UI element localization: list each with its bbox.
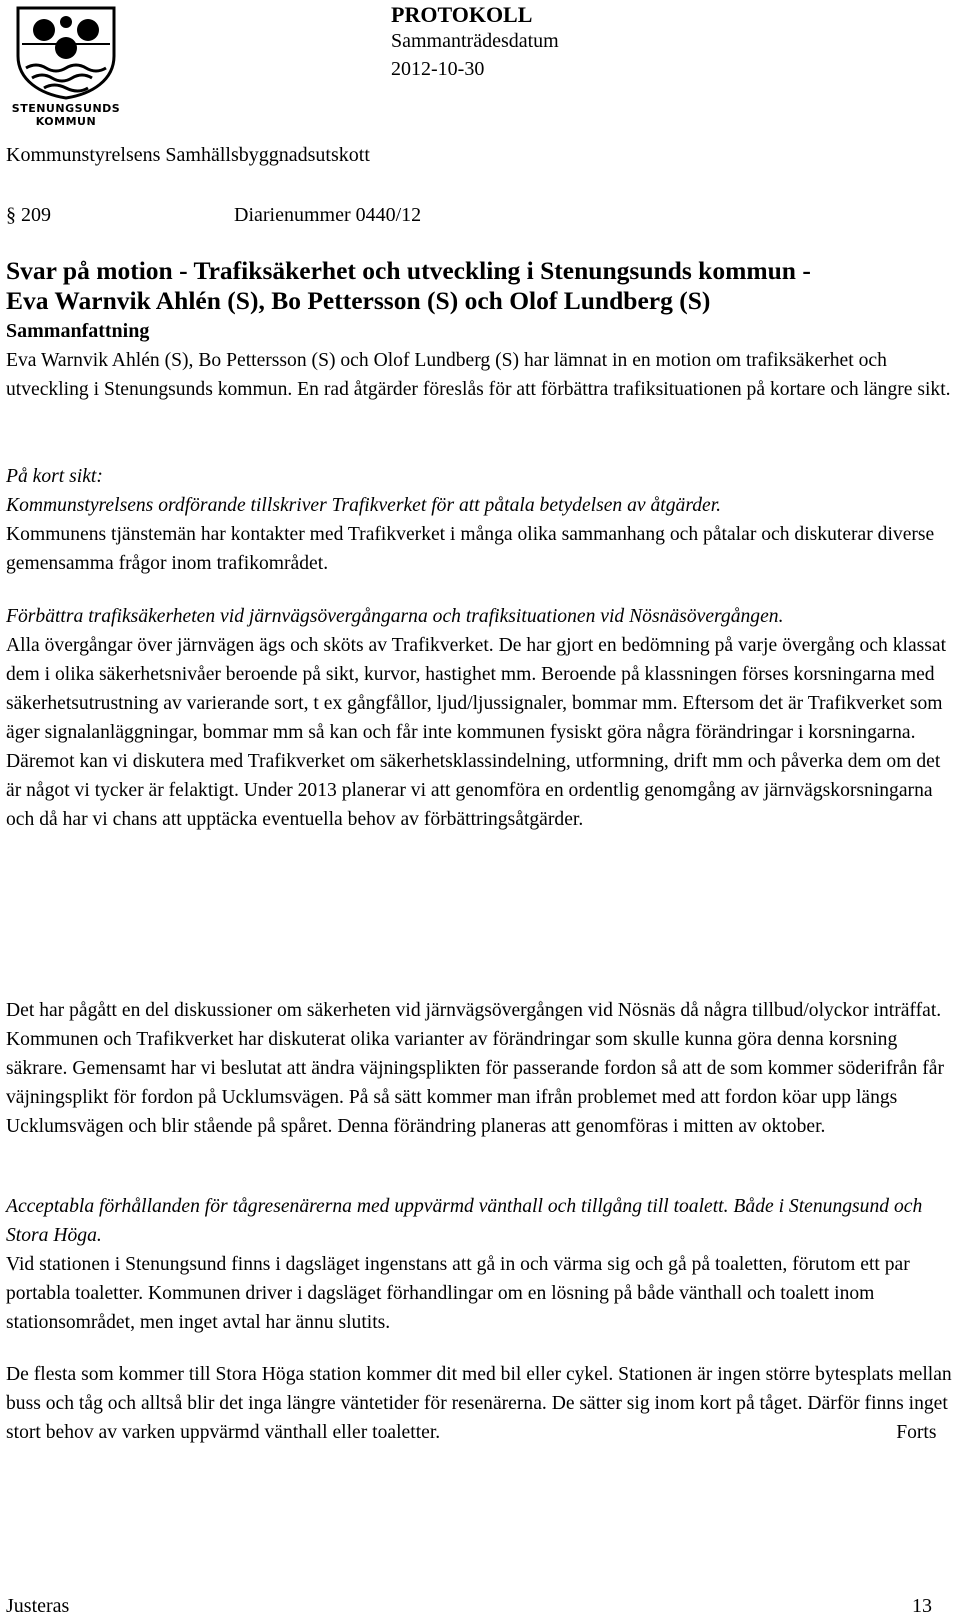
diary-number: Diarienummer 0440/12 (234, 204, 422, 226)
municipality-logo (8, 4, 124, 130)
footer-justeras: Justeras (6, 1595, 70, 1617)
nosnas-section (6, 996, 956, 1141)
short-term-subheading: Kommunstyrelsens ordförande tillskriver Trafikverket för att påtala betydelsen av åtgärder. (6, 495, 722, 516)
coat-of-arms-icon (8, 4, 124, 100)
title-line-2: Eva Warnvik Ahlén (S), Bo Pettersson (S) och Olof Lundberg (S) (6, 286, 711, 315)
stora-hoga-text (6, 1360, 956, 1447)
paragraph-symbol: § (6, 204, 16, 226)
short-term-section (6, 462, 956, 578)
meeting-date: 2012-10-30 (391, 58, 485, 80)
short-term-text: Kommunens tjänstemän har kontakter med Trafikverket i många olika sammanhang och påtalar och diskuterar diverse gemensamma frågor inom trafikområdet. (6, 524, 935, 574)
document-type: PROTOKOLL (391, 2, 533, 27)
logo-text-line1: STENUNGSUNDS (11, 102, 121, 115)
logo-text-line2: KOMMUN (35, 115, 97, 128)
rail-safety-section (6, 602, 956, 834)
paragraph-number-group (6, 204, 234, 227)
stora-hoga-section (6, 1360, 956, 1447)
continued-label: Forts (896, 1422, 937, 1443)
stora-hoga-body: De flesta som kommer till Stora Höga station kommer dit med bil eller cykel. Stationen är ingen större bytesplats mellan buss och tåg och alltså blir det inga längre väntetider för resenärerna. De sätter sig inom kort på tåget. Därför finns inget stort behov av varken uppvärmd vänthall eller toaletter. (6, 1364, 952, 1443)
summary-section (6, 317, 956, 404)
nosnas-text: Det har pågått en del diskussioner om säkerheten vid järnvägsövergången vid Nösnäs då några tillbud/olyckor inträffat. Kommunen och Trafikverket har diskuterat olika varianter av förändringar som skulle kunna göra denna korsning säkrare. Gemensamt har vi beslutat att ändra väjningsplikten för passerande fordon så att de som kommer söderifrån får väjningsplikt för fordon på Ucklumsvägen. På så sätt kommer man ifrån problemet med att fordon köar upp längs Ucklumsvägen och blir stående på spåret. Denna förändring planeras att genomföras i mitten av oktober. (6, 1000, 945, 1137)
paragraph-number: 209 (21, 204, 51, 226)
committee-name: Kommunstyrelsens Samhällsbyggnadsutskott (6, 144, 370, 166)
summary-heading: Sammanfattning (6, 320, 150, 342)
short-term-heading: På kort sikt: (6, 466, 103, 487)
stations-section (6, 1192, 956, 1337)
rail-safety-text: Alla övergångar över järnvägen ägs och sköts av Trafikverket. De har gjort en bedömning på varje övergång och klassat dem i olika säkerhetsnivåer beroende på sikt, kurvor, hastighet mm. Beroende på klassningen förses korsningarna med säkerhetsutrustning av varierande sort, t ex gångfållor, ljud/ljussignaler, bommar mm. Eftersom det är Trafikverket som äger signalanläggningar, bommar mm så kan och får inte kommunen fysiskt göra några förändringar i korsningarna. Däremot kan vi diskutera med Trafikverket om säkerhetsklassindelning, utformning, drift mm och påverka dem om det är något vi tycker är felaktigt. Under 2013 planerar vi att genomföra en ordentlig genomgång av järnvägskorsningarna och då har vi chans att upptäcka eventuella behov av förbättringsåtgärder. (6, 635, 947, 830)
stations-heading: Acceptabla förhållanden för tågresenärerna med uppvärmd vänthall och tillgång till toalett. Både i Stenungsund och Stora Höga. (6, 1196, 923, 1246)
stations-text: Vid stationen i Stenungsund finns i dagsläget ingenstans att gå in och värma sig och gå på toaletten, förutom ett par portabla toaletter. Kommunen driver i dagsläget förhandlingar om en lösning på både vänthall och toalett inom stationsområdet, men inget avtal har ännu slutits. (6, 1254, 910, 1333)
title-line-1: Svar på motion - Trafiksäkerhet och utveckling i Stenungsunds kommun - (6, 256, 811, 285)
document-title (6, 256, 811, 316)
summary-text: Eva Warnvik Ahlén (S), Bo Pettersson (S) och Olof Lundberg (S) har lämnat in en motion om trafiksäkerhet och utveckling i Stenungsunds kommun. En rad åtgärder föreslås för att förbättra trafiksituationen på kortare och längre sikt. (6, 350, 951, 400)
rail-safety-heading: Förbättra trafiksäkerheten vid järnvägsövergångarna och trafiksituationen vid Nösnäsövergången. (6, 606, 784, 627)
page-number: 13 (912, 1595, 932, 1617)
meeting-date-label: Sammanträdesdatum (391, 30, 559, 52)
paragraph-row (6, 204, 421, 227)
